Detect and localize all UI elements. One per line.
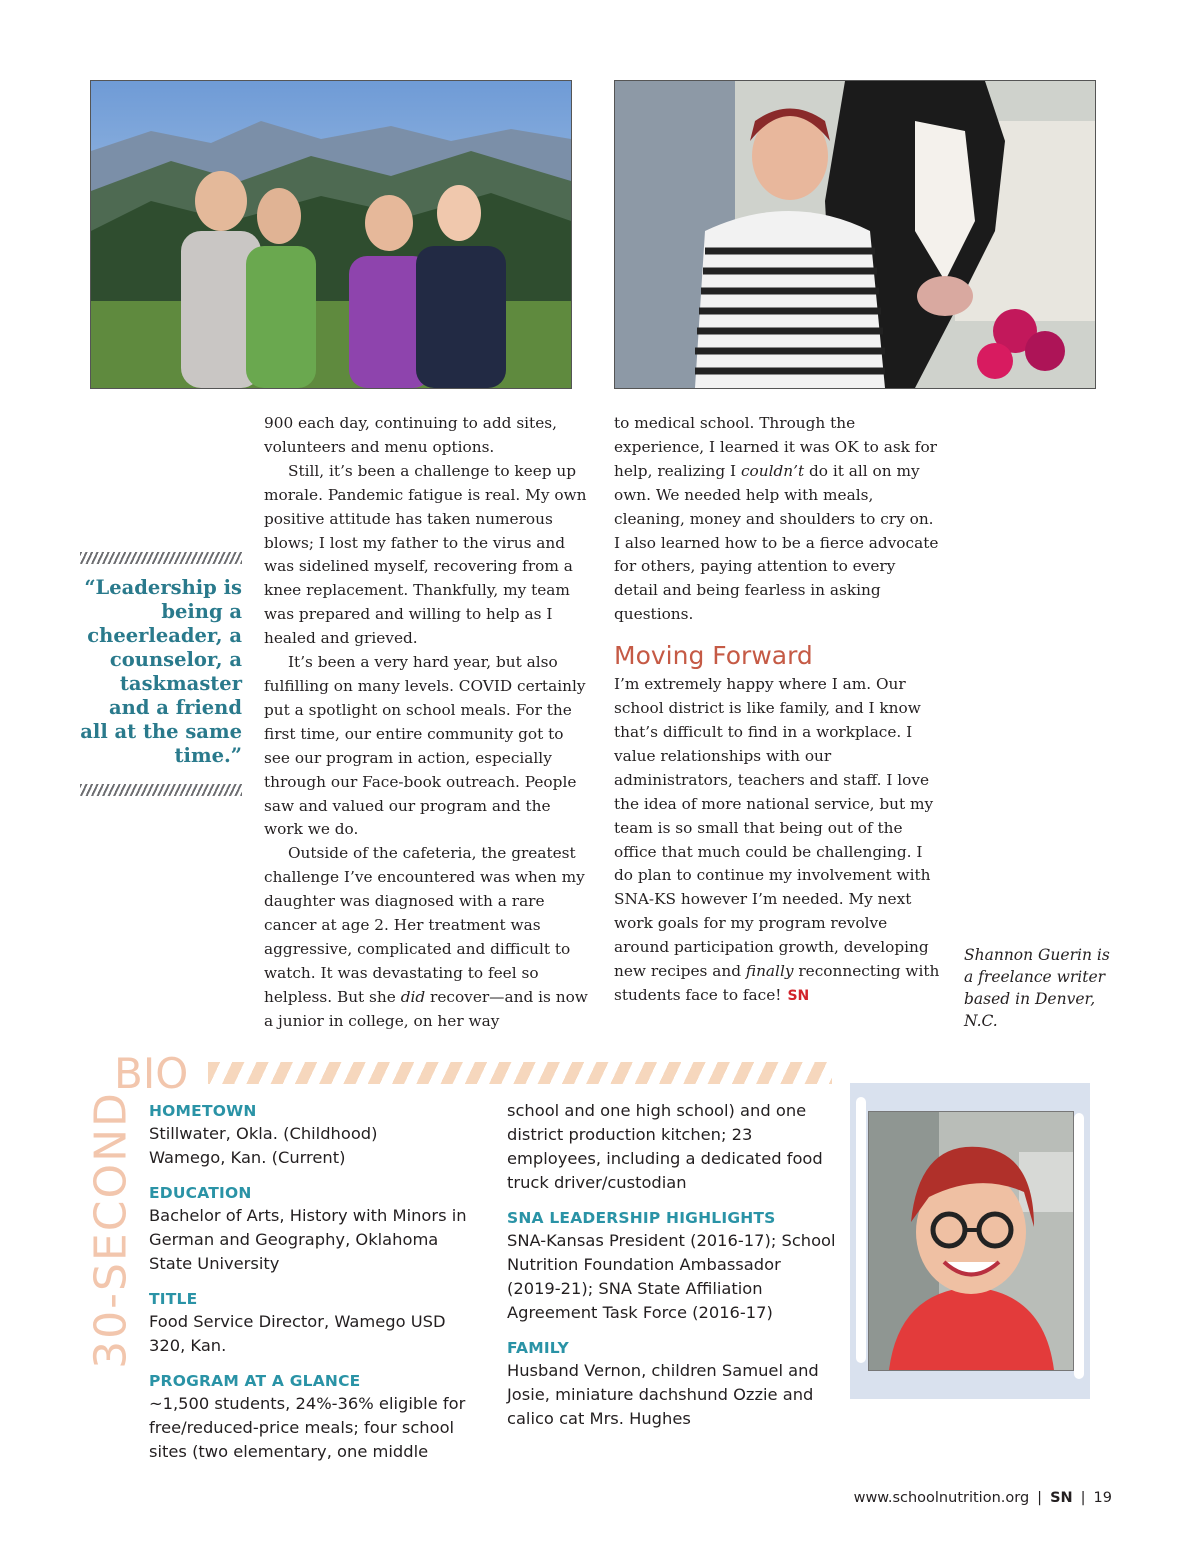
article-emphasis: did: [400, 987, 426, 1006]
bio-heading-family: FAMILY: [507, 1339, 569, 1357]
article-text: recover—and is now a junior in college, on her way: [264, 987, 588, 1030]
bio-vertical-text: 30-SECOND: [85, 1091, 137, 1369]
article-text: I’m extremely happy where I am. Our school district is like family, and I know that’s difficult to find in a workplace. I value relationships with our administrators, teachers and staff. I love the idea of more national service, but my team is so small that being out of the office that much could be challenging. I do plan to continue my involvement with SNA-KS however I’m needed. My next work goals for my program revolve around participation growth, developing new recipes and: [614, 675, 934, 981]
article-paragraph: [614, 673, 944, 1009]
article-paragraph: Still, it’s been a challenge to keep up morale. Pandemic fatigue is real. My own positive attitude has taken numerous blows; I lost my father to the virus and was sidelined myself, recovering from a knee replacement. Thankfully, my team was prepared and willing to help as I healed and grieved.: [264, 461, 587, 648]
bio-stripe-rule: [208, 1062, 832, 1084]
article-paragraph: It’s been a very hard year, but also fulfilling on many levels. COVID certainly put a spotlight on school meals. For the first time, our entire community got to see our program in action, especially through our Face-book outreach. People saw and valued our program and the work we do.: [264, 653, 586, 839]
bio-vertical-label: [85, 1091, 137, 1369]
bio-hometown: [149, 1122, 479, 1170]
article-text: Outside of the cafeteria, the greatest challenge I’ve encountered was when my daughter was diagnosed with a rare cancer at age 2. Her treatment was aggressive, complicated and difficult to watch. It was devastating to feel so helpless. But she: [264, 844, 585, 1006]
footer-url: www.schoolnutrition.org: [853, 1490, 1030, 1506]
bio-education: Bachelor of Arts, History with Minors in German and Geography, Oklahoma State University: [149, 1206, 467, 1273]
author-byline: Shannon Guerin is a freelance writer based in Denver, N.C.: [964, 946, 1110, 1030]
footer-separator: |: [1037, 1490, 1043, 1506]
page-footer: [854, 1488, 1112, 1508]
bio-family: Husband Vernon, children Samuel and Josie, miniature dachshund Ozzie and calico cat Mrs. Hughes: [507, 1361, 819, 1428]
pull-quote-top-rule: [80, 552, 242, 564]
footer-magazine: SN: [1050, 1490, 1073, 1506]
pull-quote: [80, 552, 242, 796]
frame-bracket-left: [856, 1097, 866, 1363]
pull-quote-text: “Leadership is being a cheerleader, a counselor, a taskmaster and a friend all at the same time.”: [80, 576, 242, 767]
article-emphasis: couldn’t: [740, 461, 805, 480]
pull-quote-bottom-rule: [80, 784, 242, 796]
bio-title-value: Food Service Director, Wamego USD 320, Kan.: [149, 1312, 446, 1355]
end-mark: SN: [787, 987, 810, 1004]
article-text: do it all on my own. We needed help with meals, cleaning, money and shoulders to cry on. I also learned how to be a fierce advocate for others, paying attention to every detail and being fearless in asking questions.: [614, 461, 939, 624]
bio-program-part1: ~1,500 students, 24%-36% eligible for free/reduced-price meals; four school sites (two elementary, one middle: [149, 1394, 466, 1461]
article-text: reconnecting with students face to face!: [614, 962, 940, 1004]
bio-leadership: SNA-Kansas President (2016-17); School Nutrition Foundation Ambassador (2019-21); SNA State Affiliation Agreement Task Force (2016-17): [507, 1231, 836, 1322]
bio-hometown-current: Wamego, Kan. (Current): [149, 1148, 346, 1167]
family-photo: [90, 80, 572, 389]
headshot-image: [869, 1112, 1073, 1370]
bio-heading-title: TITLE: [149, 1290, 198, 1308]
bio-column-right: [507, 1099, 837, 1443]
bio-program-part2: school and one high school) and one district production kitchen; 23 employees, including a dedicated food truck driver/custodian: [507, 1101, 823, 1192]
headshot-photo: [868, 1111, 1074, 1371]
section-subhead: Moving Forward: [614, 641, 813, 671]
office-cow-image: [615, 81, 1095, 388]
article-column-left: [264, 412, 594, 1034]
bio-hometown-childhood: Stillwater, Okla. (Childhood): [149, 1124, 378, 1143]
bio-heading-leadership: SNA LEADERSHIP HIGHLIGHTS: [507, 1209, 776, 1227]
article-paragraph: [264, 842, 594, 1033]
article-column-right: [614, 412, 944, 1009]
office-cow-photo: [614, 80, 1096, 389]
bio-title: BIO: [114, 1049, 189, 1098]
footer-separator: |: [1080, 1490, 1086, 1506]
page-number: 19: [1093, 1490, 1112, 1506]
family-photo-image: [91, 81, 571, 388]
article-emphasis: finally: [745, 962, 794, 981]
frame-bracket-right: [1074, 1113, 1084, 1379]
article-text: to medical school. Through the experience, I learned it was OK to ask for help, realizing I: [614, 414, 937, 480]
bio-column-left: [149, 1100, 479, 1476]
article-paragraph: 900 each day, continuing to add sites, volunteers and menu options.: [264, 414, 557, 456]
bio-heading-education: EDUCATION: [149, 1184, 252, 1202]
bio-heading-program: PROGRAM AT A GLANCE: [149, 1372, 361, 1390]
article-paragraph: [614, 412, 944, 627]
bio-heading-hometown: HOMETOWN: [149, 1102, 257, 1120]
